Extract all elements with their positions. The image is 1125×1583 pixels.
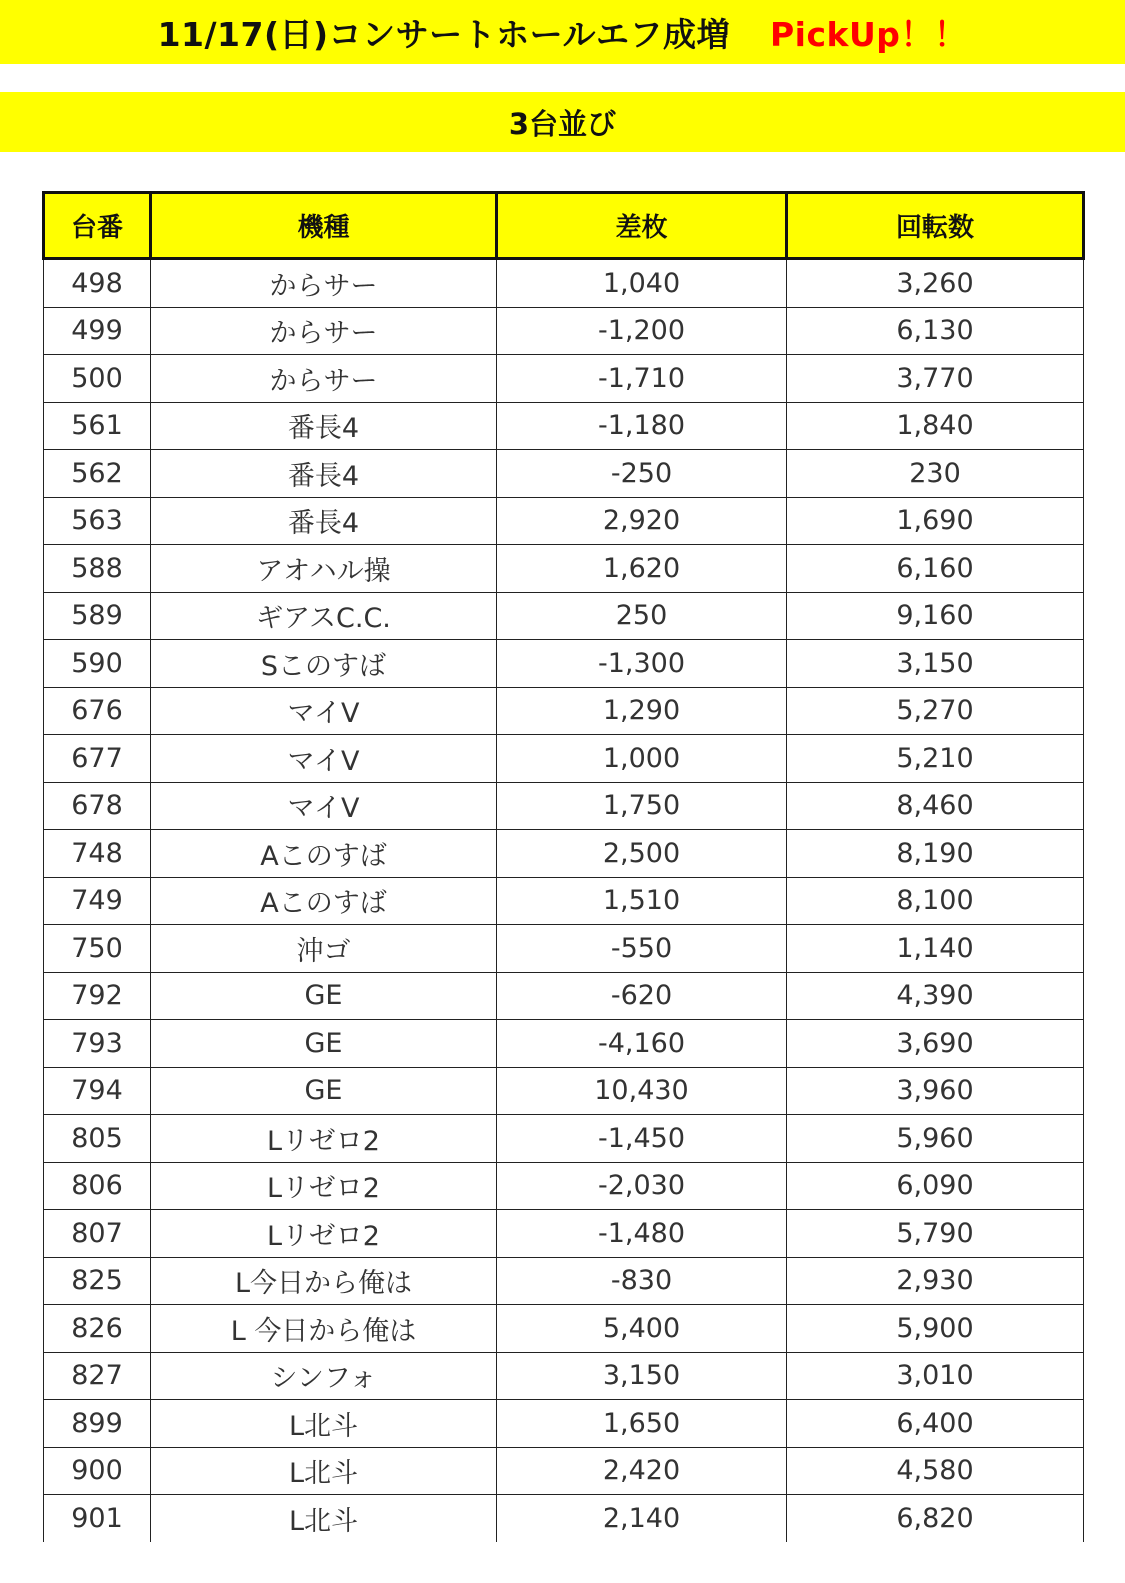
cell-difference: 1,620 bbox=[497, 545, 787, 593]
cell-difference: -550 bbox=[497, 925, 787, 973]
table-row bbox=[44, 545, 1084, 593]
cell-spins: 5,900 bbox=[787, 1305, 1084, 1353]
cell-model: ギアスC.C. bbox=[151, 592, 497, 640]
table-row bbox=[44, 1115, 1084, 1163]
table-row bbox=[44, 1400, 1084, 1448]
cell-machine-number: 750 bbox=[44, 925, 151, 973]
cell-spins: 1,840 bbox=[787, 402, 1084, 450]
cell-spins: 6,400 bbox=[787, 1400, 1084, 1448]
cell-spins: 6,130 bbox=[787, 307, 1084, 355]
cell-spins: 5,210 bbox=[787, 735, 1084, 783]
table-row bbox=[44, 972, 1084, 1020]
results-table bbox=[42, 191, 1085, 1542]
table-row bbox=[44, 592, 1084, 640]
cell-spins: 3,150 bbox=[787, 640, 1084, 688]
table-row bbox=[44, 259, 1084, 308]
cell-spins: 8,100 bbox=[787, 877, 1084, 925]
cell-spins: 3,260 bbox=[787, 259, 1084, 308]
results-table-container bbox=[42, 191, 1085, 1542]
cell-machine-number: 899 bbox=[44, 1400, 151, 1448]
cell-model: マイV bbox=[151, 687, 497, 735]
cell-spins: 3,960 bbox=[787, 1067, 1084, 1115]
cell-model: からサー bbox=[151, 355, 497, 403]
cell-difference: 2,500 bbox=[497, 830, 787, 878]
cell-machine-number: 805 bbox=[44, 1115, 151, 1163]
cell-machine-number: 678 bbox=[44, 782, 151, 830]
column-header-spins: 回転数 bbox=[787, 193, 1084, 259]
cell-model: Lリゼロ2 bbox=[151, 1210, 497, 1258]
cell-machine-number: 900 bbox=[44, 1447, 151, 1495]
cell-spins: 3,770 bbox=[787, 355, 1084, 403]
cell-model: L 今日から俺は bbox=[151, 1305, 497, 1353]
table-row bbox=[44, 687, 1084, 735]
table-row bbox=[44, 925, 1084, 973]
cell-machine-number: 590 bbox=[44, 640, 151, 688]
table-row bbox=[44, 735, 1084, 783]
cell-difference: -1,480 bbox=[497, 1210, 787, 1258]
cell-difference: -1,200 bbox=[497, 307, 787, 355]
cell-machine-number: 562 bbox=[44, 450, 151, 498]
cell-model: GE bbox=[151, 1067, 497, 1115]
table-row bbox=[44, 307, 1084, 355]
cell-machine-number: 563 bbox=[44, 497, 151, 545]
subtitle-banner bbox=[0, 92, 1125, 152]
cell-spins: 6,160 bbox=[787, 545, 1084, 593]
cell-spins: 3,010 bbox=[787, 1352, 1084, 1400]
table-row bbox=[44, 877, 1084, 925]
cell-model: GE bbox=[151, 972, 497, 1020]
cell-machine-number: 499 bbox=[44, 307, 151, 355]
cell-difference: 1,000 bbox=[497, 735, 787, 783]
cell-spins: 4,580 bbox=[787, 1447, 1084, 1495]
table-row bbox=[44, 1257, 1084, 1305]
cell-spins: 5,790 bbox=[787, 1210, 1084, 1258]
cell-machine-number: 807 bbox=[44, 1210, 151, 1258]
cell-machine-number: 589 bbox=[44, 592, 151, 640]
cell-machine-number: 500 bbox=[44, 355, 151, 403]
cell-model: マイV bbox=[151, 735, 497, 783]
cell-model: Lリゼロ2 bbox=[151, 1162, 497, 1210]
cell-spins: 8,190 bbox=[787, 830, 1084, 878]
table-row bbox=[44, 450, 1084, 498]
cell-machine-number: 792 bbox=[44, 972, 151, 1020]
table-row bbox=[44, 1305, 1084, 1353]
cell-machine-number: 793 bbox=[44, 1020, 151, 1068]
cell-difference: -250 bbox=[497, 450, 787, 498]
cell-model: L北斗 bbox=[151, 1495, 497, 1542]
cell-model: アオハル操 bbox=[151, 545, 497, 593]
cell-spins: 8,460 bbox=[787, 782, 1084, 830]
cell-machine-number: 749 bbox=[44, 877, 151, 925]
pickup-label: PickUp！！ bbox=[769, 14, 968, 54]
cell-model: GE bbox=[151, 1020, 497, 1068]
table-row bbox=[44, 497, 1084, 545]
table-row bbox=[44, 830, 1084, 878]
cell-machine-number: 676 bbox=[44, 687, 151, 735]
cell-difference: -1,710 bbox=[497, 355, 787, 403]
cell-model: Lリゼロ2 bbox=[151, 1115, 497, 1163]
cell-difference: -830 bbox=[497, 1257, 787, 1305]
cell-machine-number: 901 bbox=[44, 1495, 151, 1542]
cell-machine-number: 748 bbox=[44, 830, 151, 878]
column-header-machine-number: 台番 bbox=[44, 193, 151, 259]
cell-difference: 3,150 bbox=[497, 1352, 787, 1400]
cell-machine-number: 825 bbox=[44, 1257, 151, 1305]
table-row bbox=[44, 1210, 1084, 1258]
cell-model: 番長4 bbox=[151, 497, 497, 545]
cell-machine-number: 498 bbox=[44, 259, 151, 308]
cell-spins: 3,690 bbox=[787, 1020, 1084, 1068]
table-row bbox=[44, 402, 1084, 450]
cell-machine-number: 826 bbox=[44, 1305, 151, 1353]
cell-difference: 5,400 bbox=[497, 1305, 787, 1353]
section-subtitle: 3台並び bbox=[508, 106, 617, 141]
cell-model: 番長4 bbox=[151, 402, 497, 450]
title-banner bbox=[0, 0, 1125, 64]
cell-difference: -4,160 bbox=[497, 1020, 787, 1068]
cell-spins: 230 bbox=[787, 450, 1084, 498]
cell-machine-number: 794 bbox=[44, 1067, 151, 1115]
column-header-difference: 差枚 bbox=[497, 193, 787, 259]
table-row bbox=[44, 1162, 1084, 1210]
cell-difference: -620 bbox=[497, 972, 787, 1020]
cell-spins: 5,960 bbox=[787, 1115, 1084, 1163]
cell-model: からサー bbox=[151, 307, 497, 355]
cell-machine-number: 561 bbox=[44, 402, 151, 450]
cell-spins: 6,820 bbox=[787, 1495, 1084, 1542]
table-row bbox=[44, 782, 1084, 830]
cell-spins: 6,090 bbox=[787, 1162, 1084, 1210]
cell-spins: 9,160 bbox=[787, 592, 1084, 640]
cell-spins: 2,930 bbox=[787, 1257, 1084, 1305]
cell-difference: 10,430 bbox=[497, 1067, 787, 1115]
cell-model: Aこのすば bbox=[151, 877, 497, 925]
cell-difference: 1,290 bbox=[497, 687, 787, 735]
table-row bbox=[44, 1067, 1084, 1115]
table-row bbox=[44, 1020, 1084, 1068]
table-row bbox=[44, 1447, 1084, 1495]
cell-difference: 250 bbox=[497, 592, 787, 640]
cell-difference: 2,140 bbox=[497, 1495, 787, 1542]
cell-difference: -2,030 bbox=[497, 1162, 787, 1210]
table-row bbox=[44, 640, 1084, 688]
cell-spins: 4,390 bbox=[787, 972, 1084, 1020]
cell-model: Sこのすば bbox=[151, 640, 497, 688]
cell-difference: 1,510 bbox=[497, 877, 787, 925]
cell-difference: 1,750 bbox=[497, 782, 787, 830]
cell-model: 沖ゴ bbox=[151, 925, 497, 973]
table-row bbox=[44, 1495, 1084, 1542]
cell-spins: 5,270 bbox=[787, 687, 1084, 735]
cell-spins: 1,690 bbox=[787, 497, 1084, 545]
cell-difference: 2,420 bbox=[497, 1447, 787, 1495]
cell-model: Aこのすば bbox=[151, 830, 497, 878]
cell-difference: 1,650 bbox=[497, 1400, 787, 1448]
cell-difference: -1,450 bbox=[497, 1115, 787, 1163]
cell-difference: -1,300 bbox=[497, 640, 787, 688]
column-header-model: 機種 bbox=[151, 193, 497, 259]
cell-machine-number: 806 bbox=[44, 1162, 151, 1210]
cell-model: L北斗 bbox=[151, 1447, 497, 1495]
cell-model: シンフォ bbox=[151, 1352, 497, 1400]
cell-difference: 2,920 bbox=[497, 497, 787, 545]
cell-difference: 1,040 bbox=[497, 259, 787, 308]
cell-model: L北斗 bbox=[151, 1400, 497, 1448]
cell-model: からサー bbox=[151, 259, 497, 308]
table-header-row bbox=[44, 193, 1084, 259]
table-row bbox=[44, 355, 1084, 403]
cell-model: マイV bbox=[151, 782, 497, 830]
table-body bbox=[44, 259, 1084, 1542]
cell-difference: -1,180 bbox=[497, 402, 787, 450]
cell-machine-number: 827 bbox=[44, 1352, 151, 1400]
page-title: 11/17(日)コンサートホールエフ成増 bbox=[157, 14, 730, 54]
cell-spins: 1,140 bbox=[787, 925, 1084, 973]
table-row bbox=[44, 1352, 1084, 1400]
cell-machine-number: 588 bbox=[44, 545, 151, 593]
cell-machine-number: 677 bbox=[44, 735, 151, 783]
cell-model: 番長4 bbox=[151, 450, 497, 498]
cell-model: L今日から俺は bbox=[151, 1257, 497, 1305]
